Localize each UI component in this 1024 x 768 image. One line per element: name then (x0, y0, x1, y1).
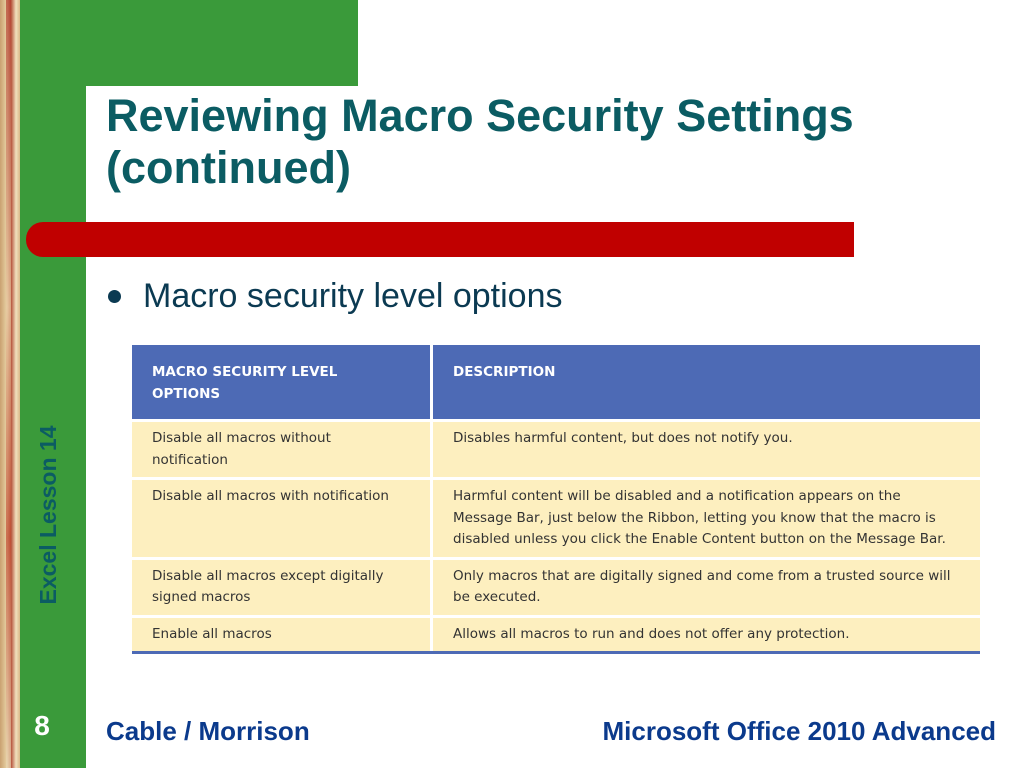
bullet-text: Macro security level options (143, 276, 563, 315)
footer-authors: Cable / Morrison (106, 716, 310, 746)
table-cell-description: Harmful content will be disabled and a notification appears on the Message Bar, just below the Ribbon, letting you know that the macro is disabled unless you click the Enable Content button on the Message Bar. (433, 480, 980, 557)
table-row (132, 560, 980, 615)
table-row (132, 618, 980, 652)
bullet-item (108, 274, 563, 318)
bullet-icon (108, 290, 121, 303)
decorative-flower-strip (0, 0, 20, 768)
table-header-row (132, 345, 980, 419)
title-line-1: Reviewing Macro Security Settings (106, 90, 854, 141)
table-cell-description: Only macros that are digitally signed and come from a trusted source will be executed. (433, 560, 980, 615)
table-cell-option: Disable all macros without notification (132, 422, 433, 477)
table-row (132, 480, 980, 557)
title-divider-bar (26, 222, 854, 257)
table-cell-description: Allows all macros to run and does not offer any protection. (433, 618, 980, 652)
slide-title (106, 90, 1006, 194)
macro-security-table (132, 342, 980, 654)
sidebar-green-bar (20, 0, 86, 768)
table-cell-description: Disables harmful content, but does not notify you. (433, 422, 980, 477)
column-header-description: DESCRIPTION (433, 345, 980, 419)
column-header-options: MACRO SECURITY LEVEL OPTIONS (132, 345, 433, 419)
header-green-block (86, 0, 358, 86)
title-line-2: (continued) (106, 142, 351, 193)
table-bottom-rule (132, 651, 980, 654)
table-cell-option: Disable all macros with notification (132, 480, 433, 557)
page-number: 8 (34, 710, 50, 741)
table-cell-option: Disable all macros except digitally signed macros (132, 560, 433, 615)
footer-course: Microsoft Office 2010 Advanced (602, 716, 996, 746)
table-row (132, 422, 980, 477)
lesson-label: Excel Lesson 14 (35, 425, 61, 605)
table-cell-option: Enable all macros (132, 618, 433, 652)
